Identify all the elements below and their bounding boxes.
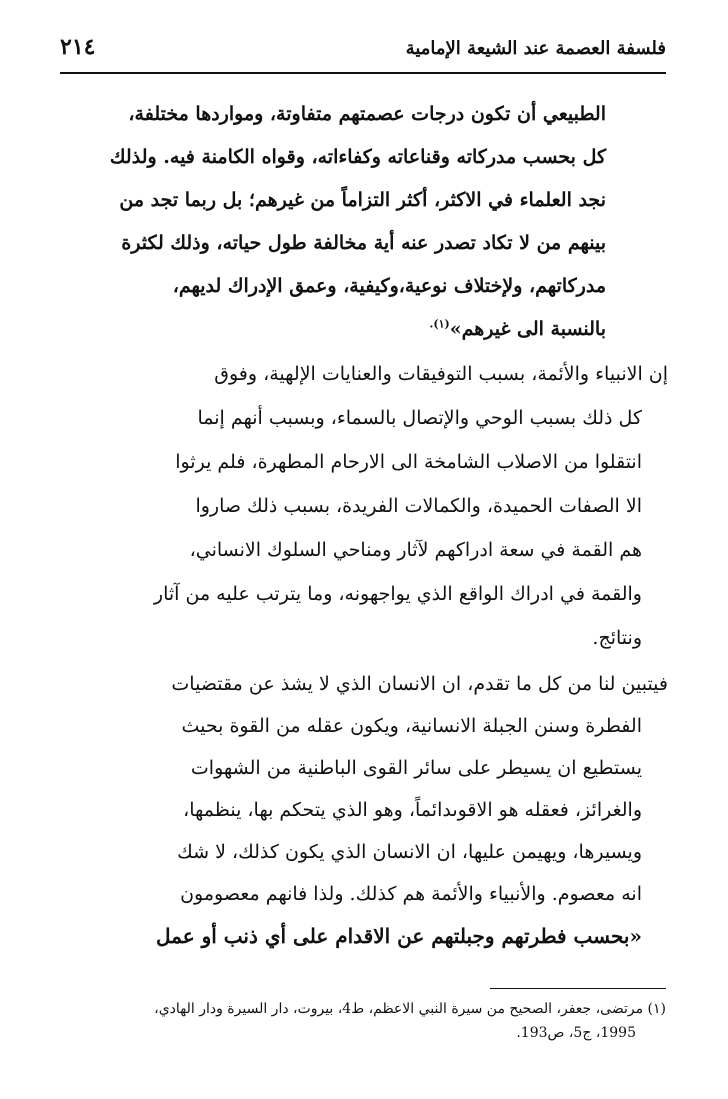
paragraph-line: كل ذلك بسبب الوحي والإتصال بالسماء، وبسبب أنهم إنما: [197, 407, 642, 429]
paragraph-line: الفطرة وسنن الجبلة الانسانية، ويكون عقله من القوة بحيث: [181, 715, 642, 737]
paragraph-prophets-imams: [60, 352, 668, 662]
page-header: [60, 30, 666, 74]
paragraph-line: إن الانبياء والأئمة، بسبب التوفيقات والعنايات الإلهية، وفوق: [214, 363, 668, 385]
paragraph-line: فيتبين لنا من كل ما تقدم، ان الانسان الذي لا يشذ عن مقتضيات: [171, 673, 668, 695]
footnote: [60, 996, 666, 1066]
quote-line: كل بحسب مدركاته وقناعاته وكفاءاته، وقواه الكامنة فيه. ولذلك: [109, 146, 606, 168]
paragraph-line-quote: «بحسب فطرتهم وجبلتهم عن الاقدام على أي ذنب أو عمل: [156, 924, 642, 948]
quote-line-last: [430, 307, 606, 351]
quote-line: نجد العلماء في الاكثر، أكثر التزاماً من غيرهم؛ بل ربما تجد من: [119, 189, 606, 211]
paragraph-line: والغرائز، فعقله هو الاقوىدائماً، وهو الذي يتحكم بها، ينظمها،: [183, 799, 642, 821]
footnote-reference: (١).: [429, 317, 450, 331]
quote-line: الطبيعي أن تكون درجات عصمتهم متفاوتة، ومواردها مختلفة،: [128, 103, 606, 125]
quote-line-text: بالنسبة الى غيرهم»: [449, 318, 606, 340]
paragraph-line: انه معصوم. والأنبياء والأئمة هم كذلك. ولذا فانهم معصومون: [180, 883, 642, 905]
paragraph-conclusion: [60, 662, 668, 962]
footnote-divider: [490, 988, 666, 989]
quote-line: مدركاتهم، ولإختلاف نوعية،وكيفية، وعمق الإدراك لديهم،: [172, 275, 606, 297]
quoted-passage: [60, 92, 606, 352]
paragraph-line: انتقلوا من الاصلاب الشامخة الى الارحام المطهرة، فلم يرثوا: [175, 451, 642, 473]
footnote-line: (١) مرتضى، جعفر، الصحيح من سيرة النبي الاعظم، ط4، بيروت، دار السيرة ودار الهادي،: [154, 1001, 666, 1017]
paragraph-line: ونتائج.: [592, 627, 642, 649]
running-title: فلسفة العصمة عند الشيعة الإمامية: [405, 38, 666, 59]
paragraph-line: يستطيع ان يسيطر على سائر القوى الباطنية من الشهوات: [190, 757, 642, 779]
paragraph-line: الا الصفات الحميدة، والكمالات الفريدة، بسبب ذلك صاروا: [195, 495, 642, 517]
quote-line: بينهم من لا تكاد تصدر عنه أية مخالفة طول حياته، وذلك لكثرة: [121, 232, 606, 254]
paragraph-line: هم القمة في سعة ادراكهم لآثار ومناحي السلوك الانساني،: [189, 539, 642, 561]
paragraph-line: ويسيرها، ويهيمن عليها، ان الانسان الذي يكون كذلك، لا شك: [177, 841, 642, 863]
footnote-line: 1995، ج5، ص193.: [516, 1025, 636, 1041]
paragraph-line: والقمة في ادراك الواقع الذي يواجهونه، وما يترتب عليه من آثار: [153, 583, 642, 605]
page-number: ٢١٤: [60, 34, 96, 60]
